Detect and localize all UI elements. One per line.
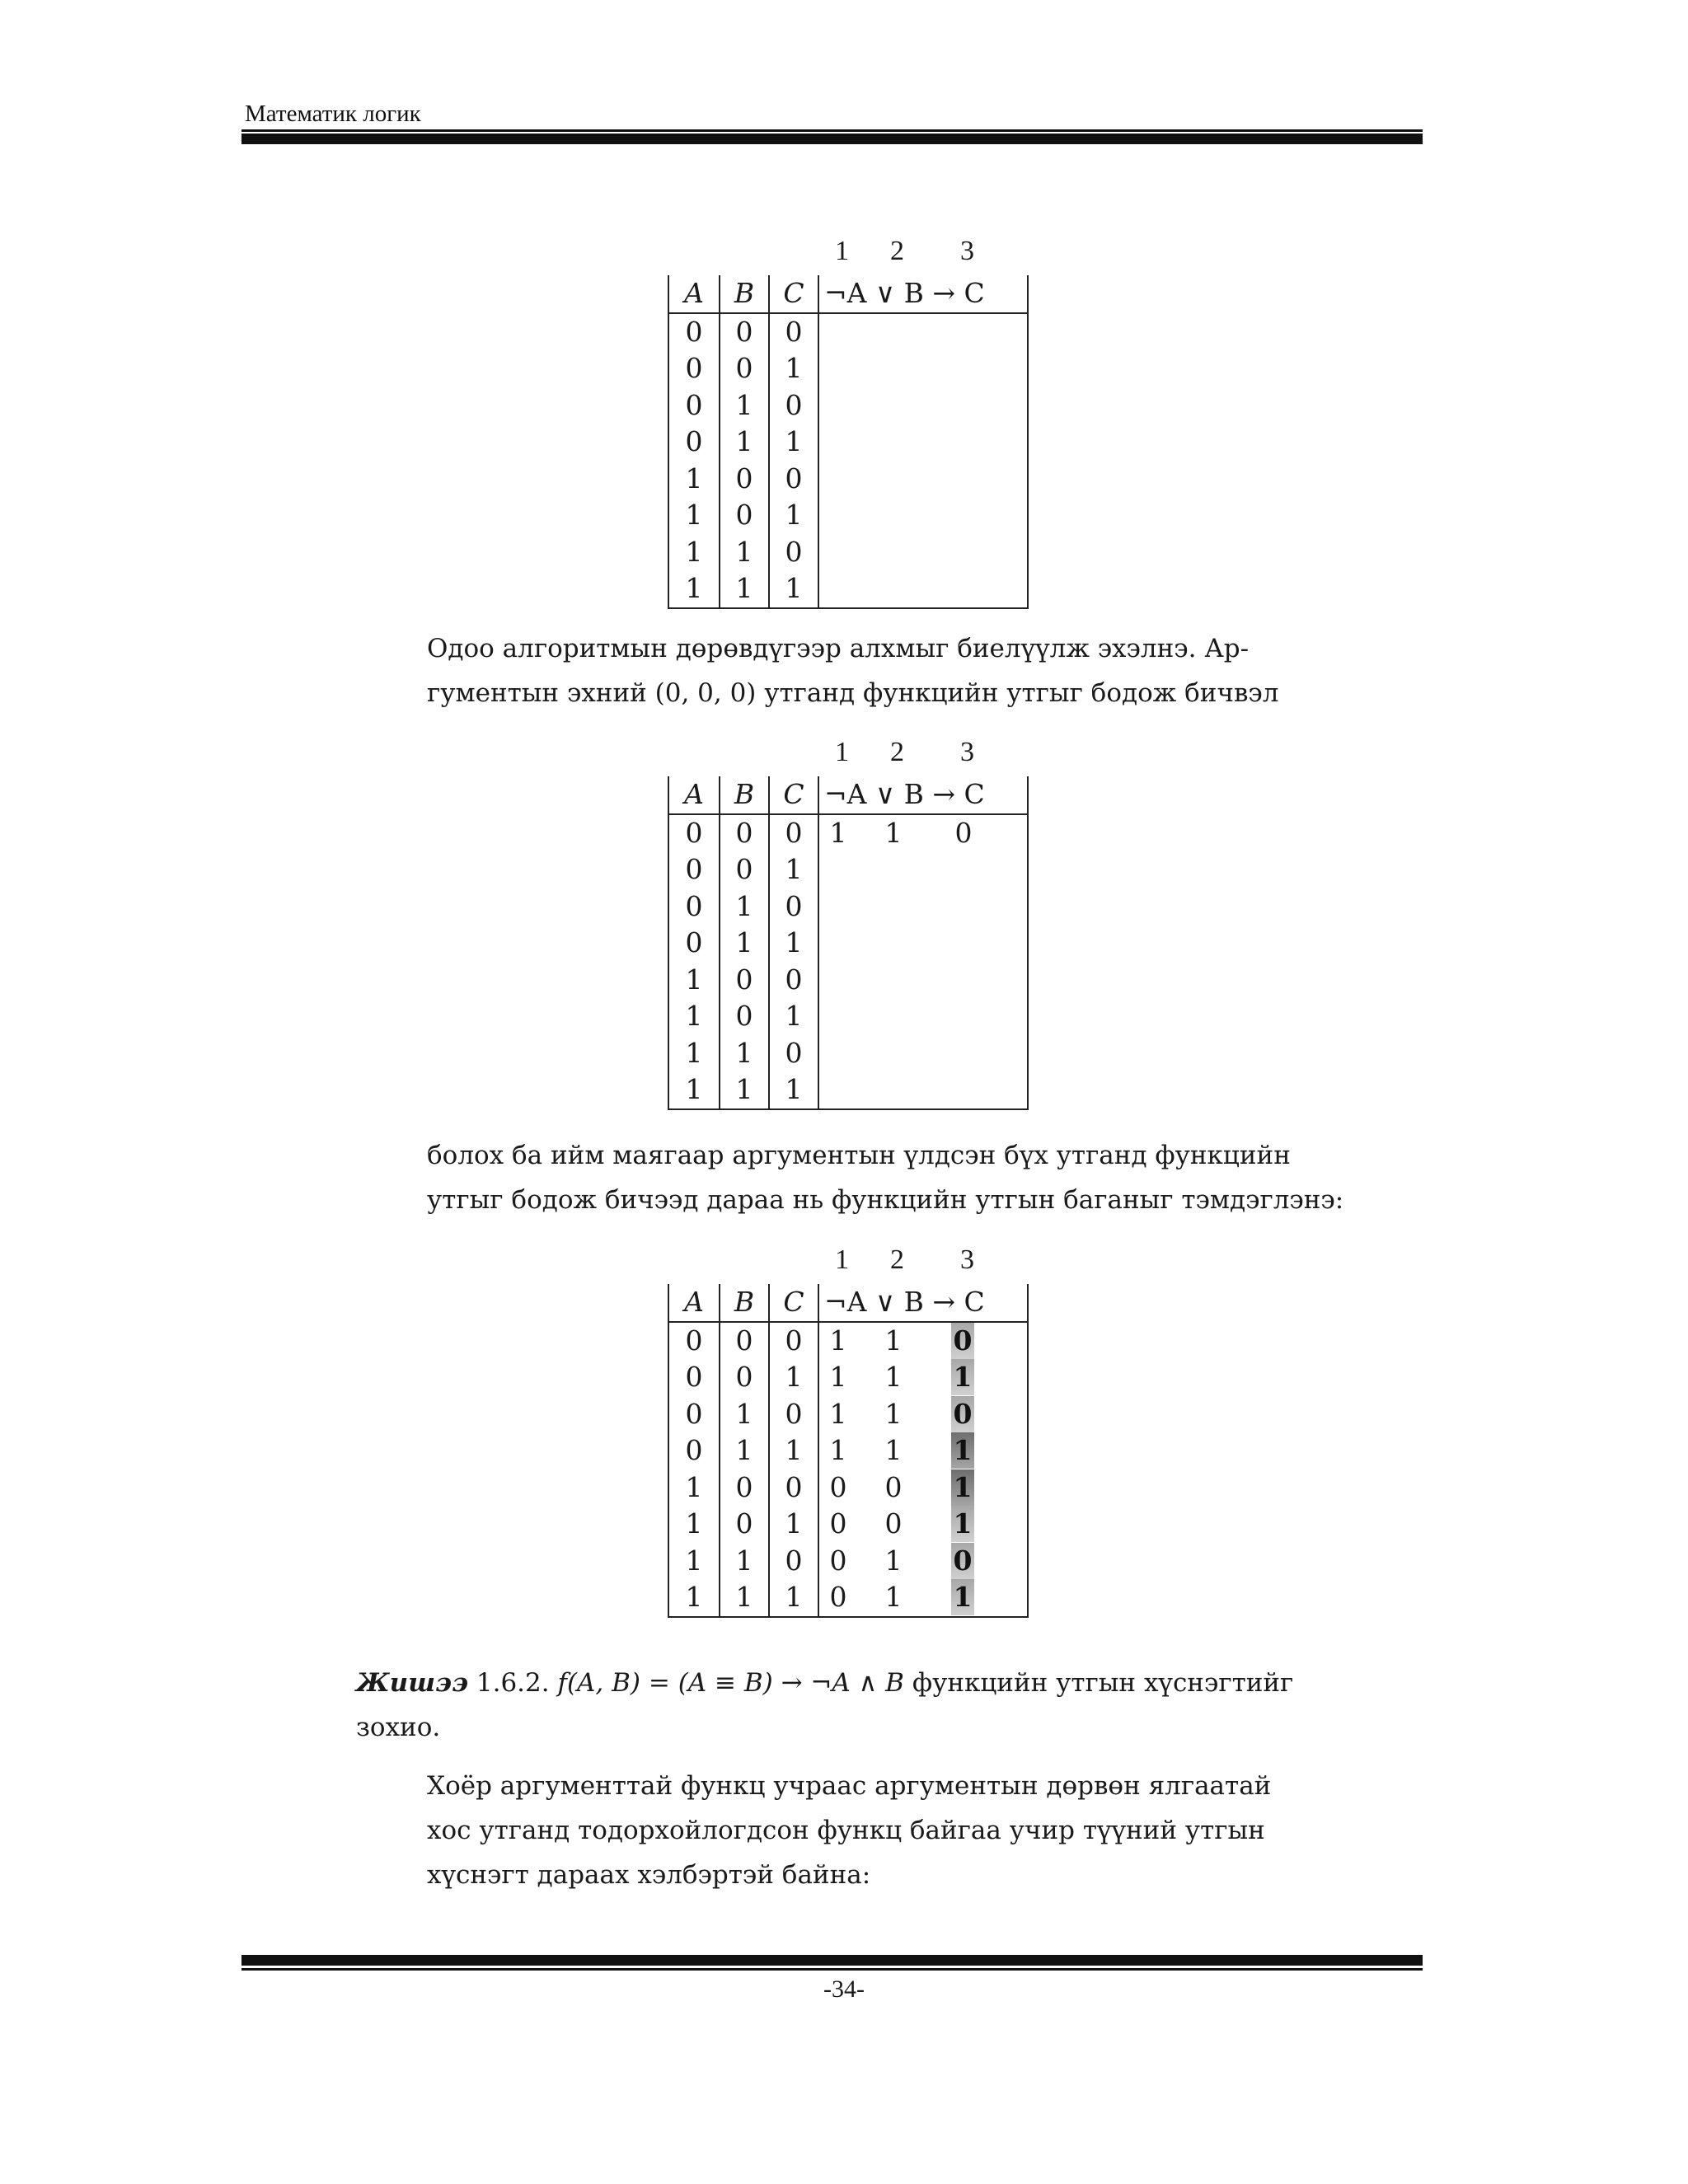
cell-expression-values <box>818 888 1028 926</box>
paragraph-3-line-3: хүснэгт дараах хэлбэртэй байна: <box>427 1860 871 1890</box>
cell-a: 0 <box>668 888 720 926</box>
example-formula: f(A, B) = (A ≡ B) → ¬A ∧ B <box>557 1668 904 1698</box>
cell-b: 1 <box>720 925 769 962</box>
paragraph-3 <box>427 1764 1358 1897</box>
cell-expression-values <box>818 313 1028 351</box>
header-b: B <box>720 1284 769 1322</box>
cell-expression-values <box>818 1035 1028 1072</box>
paragraph-2-line-1: болох ба ийм маягаар аргументын үлдсэн бүх утганд функцийн <box>427 1141 1291 1170</box>
cell-a: 0 <box>668 851 720 888</box>
cell-expression-values <box>818 998 1028 1035</box>
paragraph-1-line-2: гументын эхний (0, 0, 0) утганд функцийн утгыг бодож бичвэл <box>427 678 1279 708</box>
cell-b: 0 <box>720 497 769 534</box>
table-row <box>668 814 1028 852</box>
cell-a: 1 <box>668 461 720 498</box>
cell-expression-values <box>818 1432 1028 1469</box>
table-row <box>668 1506 1028 1543</box>
header-c: C <box>769 275 818 313</box>
paragraph-1-line-1: Одоо алгоритмын дөрөвдүгээр алхмыг биелүүлж эхэлнэ. Ар- <box>427 634 1250 663</box>
step-value-2: 1 <box>884 1324 903 1357</box>
result-value-highlighted: 0 <box>951 1396 974 1432</box>
cell-c: 1 <box>769 925 818 962</box>
example-number: 1.6.2. <box>476 1668 550 1698</box>
cell-b: 0 <box>720 461 769 498</box>
cell-c: 0 <box>769 814 818 852</box>
cell-expression-values <box>818 350 1028 387</box>
table-row <box>668 1396 1028 1433</box>
truth-table-grid <box>668 275 1029 609</box>
table-row <box>668 925 1028 962</box>
header-expression: ¬A ∨ B → C <box>818 776 1028 814</box>
cell-c: 0 <box>769 888 818 926</box>
step-value-1: 1 <box>829 816 847 849</box>
cell-a: 0 <box>668 814 720 852</box>
footer-rule-thin <box>241 1968 1423 1971</box>
truth-table-grid <box>668 1284 1029 1618</box>
cell-a: 0 <box>668 387 720 424</box>
step-number-1: 1 <box>835 1244 849 1275</box>
table-row <box>668 1322 1028 1360</box>
table-row <box>668 1469 1028 1507</box>
header-rule-thin <box>241 129 1423 132</box>
cell-expression-values <box>818 1579 1028 1617</box>
header-expression: ¬A ∨ B → C <box>818 1284 1028 1322</box>
step-numbers <box>668 737 1030 776</box>
step-value-2: 1 <box>884 1544 903 1577</box>
cell-a: 1 <box>668 1071 720 1109</box>
cell-a: 1 <box>668 962 720 999</box>
cell-c: 1 <box>769 497 818 534</box>
step-numbers <box>668 1244 1030 1284</box>
cell-b: 1 <box>720 387 769 424</box>
header-expression: ¬A ∨ B → C <box>818 275 1028 313</box>
step-number-3: 3 <box>960 236 974 266</box>
cell-b: 0 <box>720 313 769 351</box>
header-rule-thick <box>241 134 1423 144</box>
header-a: A <box>668 776 720 814</box>
step-value-1: 0 <box>829 1544 847 1577</box>
truth-table-2 <box>668 737 1030 1110</box>
step-value-1: 1 <box>829 1397 847 1430</box>
cell-a: 1 <box>668 1543 720 1580</box>
step-value-2: 0 <box>884 1507 903 1540</box>
result-value-highlighted: 1 <box>951 1432 974 1469</box>
cell-a: 1 <box>668 534 720 571</box>
cell-a: 0 <box>668 350 720 387</box>
paragraph-2-line-2: утгыг бодож бичээд дараа нь функцийн утгын баганыг тэмдэглэнэ: <box>427 1185 1344 1215</box>
header-b: B <box>720 275 769 313</box>
cell-expression-values <box>818 962 1028 999</box>
cell-b: 1 <box>720 1396 769 1433</box>
result-value-highlighted: 0 <box>951 1323 974 1359</box>
cell-expression-values <box>818 1071 1028 1109</box>
cell-b: 0 <box>720 962 769 999</box>
paragraph-3-line-2: хос утганд тодорхойлогдсон функц байгаа учир түүний утгын <box>427 1816 1265 1845</box>
cell-a: 1 <box>668 1506 720 1543</box>
table-row <box>668 1543 1028 1580</box>
cell-b: 1 <box>720 1432 769 1469</box>
cell-expression-values <box>818 925 1028 962</box>
example-label: Жишээ <box>356 1668 469 1698</box>
cell-c: 1 <box>769 851 818 888</box>
truth-table-1 <box>668 236 1030 609</box>
cell-c: 0 <box>769 1396 818 1433</box>
cell-a: 0 <box>668 1322 720 1360</box>
step-value-2: 1 <box>884 816 903 849</box>
header-c: C <box>769 1284 818 1322</box>
step-value-2: 1 <box>884 1397 903 1430</box>
truth-table-3 <box>668 1244 1030 1618</box>
cell-a: 0 <box>668 1359 720 1396</box>
step-value-2: 1 <box>884 1361 903 1393</box>
cell-b: 1 <box>720 1579 769 1617</box>
table-row <box>668 570 1028 608</box>
step-number-1: 1 <box>835 236 849 266</box>
cell-a: 1 <box>668 570 720 608</box>
cell-a: 0 <box>668 424 720 461</box>
table-row <box>668 888 1028 926</box>
table-row <box>668 424 1028 461</box>
cell-expression-values <box>818 497 1028 534</box>
cell-b: 0 <box>720 851 769 888</box>
cell-c: 0 <box>769 1035 818 1072</box>
footer-rule-thick <box>241 1955 1423 1966</box>
cell-c: 1 <box>769 424 818 461</box>
step-number-2: 2 <box>890 1244 904 1275</box>
example-1-6-2 <box>356 1661 1353 1750</box>
example-text-line-2: зохио. <box>356 1713 441 1742</box>
cell-c: 1 <box>769 1432 818 1469</box>
step-value-2: 1 <box>884 1434 903 1466</box>
cell-expression-values <box>818 1396 1028 1433</box>
table-row <box>668 1432 1028 1469</box>
step-number-2: 2 <box>890 236 904 266</box>
cell-b: 0 <box>720 998 769 1035</box>
running-header-title: Математик логик <box>245 101 421 127</box>
cell-expression-values <box>818 570 1028 608</box>
cell-a: 0 <box>668 1396 720 1433</box>
result-value-highlighted: 1 <box>951 1506 974 1542</box>
cell-a: 0 <box>668 313 720 351</box>
cell-c: 1 <box>769 1506 818 1543</box>
cell-c: 1 <box>769 570 818 608</box>
cell-expression-values <box>818 387 1028 424</box>
result-value-highlighted: 1 <box>951 1359 974 1395</box>
step-number-2: 2 <box>890 737 904 767</box>
table-row <box>668 851 1028 888</box>
table-row <box>668 1579 1028 1617</box>
table-row <box>668 387 1028 424</box>
cell-b: 1 <box>720 1035 769 1072</box>
cell-expression-values <box>818 1506 1028 1543</box>
cell-c: 1 <box>769 350 818 387</box>
cell-expression-values <box>818 1322 1028 1360</box>
step-number-3: 3 <box>960 1244 974 1275</box>
cell-expression-values <box>818 851 1028 888</box>
result-value-highlighted: 1 <box>951 1469 974 1506</box>
table-row <box>668 350 1028 387</box>
cell-b: 0 <box>720 1322 769 1360</box>
cell-expression-values <box>818 1543 1028 1580</box>
header-a: A <box>668 1284 720 1322</box>
cell-c: 1 <box>769 998 818 1035</box>
cell-a: 1 <box>668 1035 720 1072</box>
page-number: -34- <box>823 1975 865 2003</box>
cell-b: 1 <box>720 570 769 608</box>
result-value-highlighted: 0 <box>951 1543 974 1579</box>
table-row <box>668 461 1028 498</box>
cell-a: 1 <box>668 1469 720 1507</box>
step-value-1: 0 <box>829 1581 847 1613</box>
cell-c: 0 <box>769 1322 818 1360</box>
cell-expression-values <box>818 534 1028 571</box>
header-a: A <box>668 275 720 313</box>
step-number-1: 1 <box>835 737 849 767</box>
step-value-1: 1 <box>829 1361 847 1393</box>
cell-c: 0 <box>769 461 818 498</box>
cell-c: 0 <box>769 534 818 571</box>
cell-c: 1 <box>769 1359 818 1396</box>
step-value-1: 0 <box>829 1507 847 1540</box>
table-row <box>668 534 1028 571</box>
step-number-3: 3 <box>960 737 974 767</box>
cell-a: 1 <box>668 1579 720 1617</box>
cell-c: 0 <box>769 387 818 424</box>
header-c: C <box>769 776 818 814</box>
cell-expression-values <box>818 424 1028 461</box>
step-value-1: 1 <box>829 1434 847 1466</box>
table-row <box>668 313 1028 351</box>
table-row <box>668 1359 1028 1396</box>
cell-a: 0 <box>668 925 720 962</box>
paragraph-1 <box>427 626 1358 715</box>
cell-c: 0 <box>769 1543 818 1580</box>
table-row <box>668 998 1028 1035</box>
example-text-line-1: функцийн утгын хүснэгтийг <box>912 1668 1294 1698</box>
cell-a: 1 <box>668 998 720 1035</box>
cell-c: 0 <box>769 1469 818 1507</box>
cell-b: 1 <box>720 534 769 571</box>
cell-b: 0 <box>720 350 769 387</box>
step-numbers <box>668 236 1030 275</box>
cell-b: 1 <box>720 1543 769 1580</box>
step-value-1: 1 <box>829 1324 847 1357</box>
paragraph-2 <box>427 1133 1358 1222</box>
cell-expression-values <box>818 1359 1028 1396</box>
table-row <box>668 962 1028 999</box>
cell-b: 0 <box>720 1359 769 1396</box>
cell-b: 1 <box>720 1071 769 1109</box>
header-b: B <box>720 776 769 814</box>
table-row <box>668 1035 1028 1072</box>
cell-c: 0 <box>769 962 818 999</box>
cell-a: 0 <box>668 1432 720 1469</box>
step-value-1: 0 <box>829 1470 847 1503</box>
step-value-3: 0 <box>954 816 973 849</box>
table-row <box>668 497 1028 534</box>
cell-b: 0 <box>720 1469 769 1507</box>
cell-a: 1 <box>668 497 720 534</box>
cell-expression-values <box>818 814 1028 852</box>
cell-c: 1 <box>769 1579 818 1617</box>
cell-expression-values <box>818 1469 1028 1507</box>
cell-b: 1 <box>720 888 769 926</box>
cell-b: 1 <box>720 424 769 461</box>
cell-expression-values <box>818 461 1028 498</box>
step-value-2: 0 <box>884 1470 903 1503</box>
cell-b: 0 <box>720 814 769 852</box>
truth-table-grid <box>668 776 1029 1110</box>
cell-c: 1 <box>769 1071 818 1109</box>
step-value-2: 1 <box>884 1581 903 1613</box>
paragraph-3-line-1: Хоёр аргументтай функц учраас аргументын дөрвөн ялгаатай <box>427 1771 1272 1801</box>
result-value-highlighted: 1 <box>951 1579 974 1615</box>
cell-c: 0 <box>769 313 818 351</box>
table-row <box>668 1071 1028 1109</box>
cell-b: 0 <box>720 1506 769 1543</box>
